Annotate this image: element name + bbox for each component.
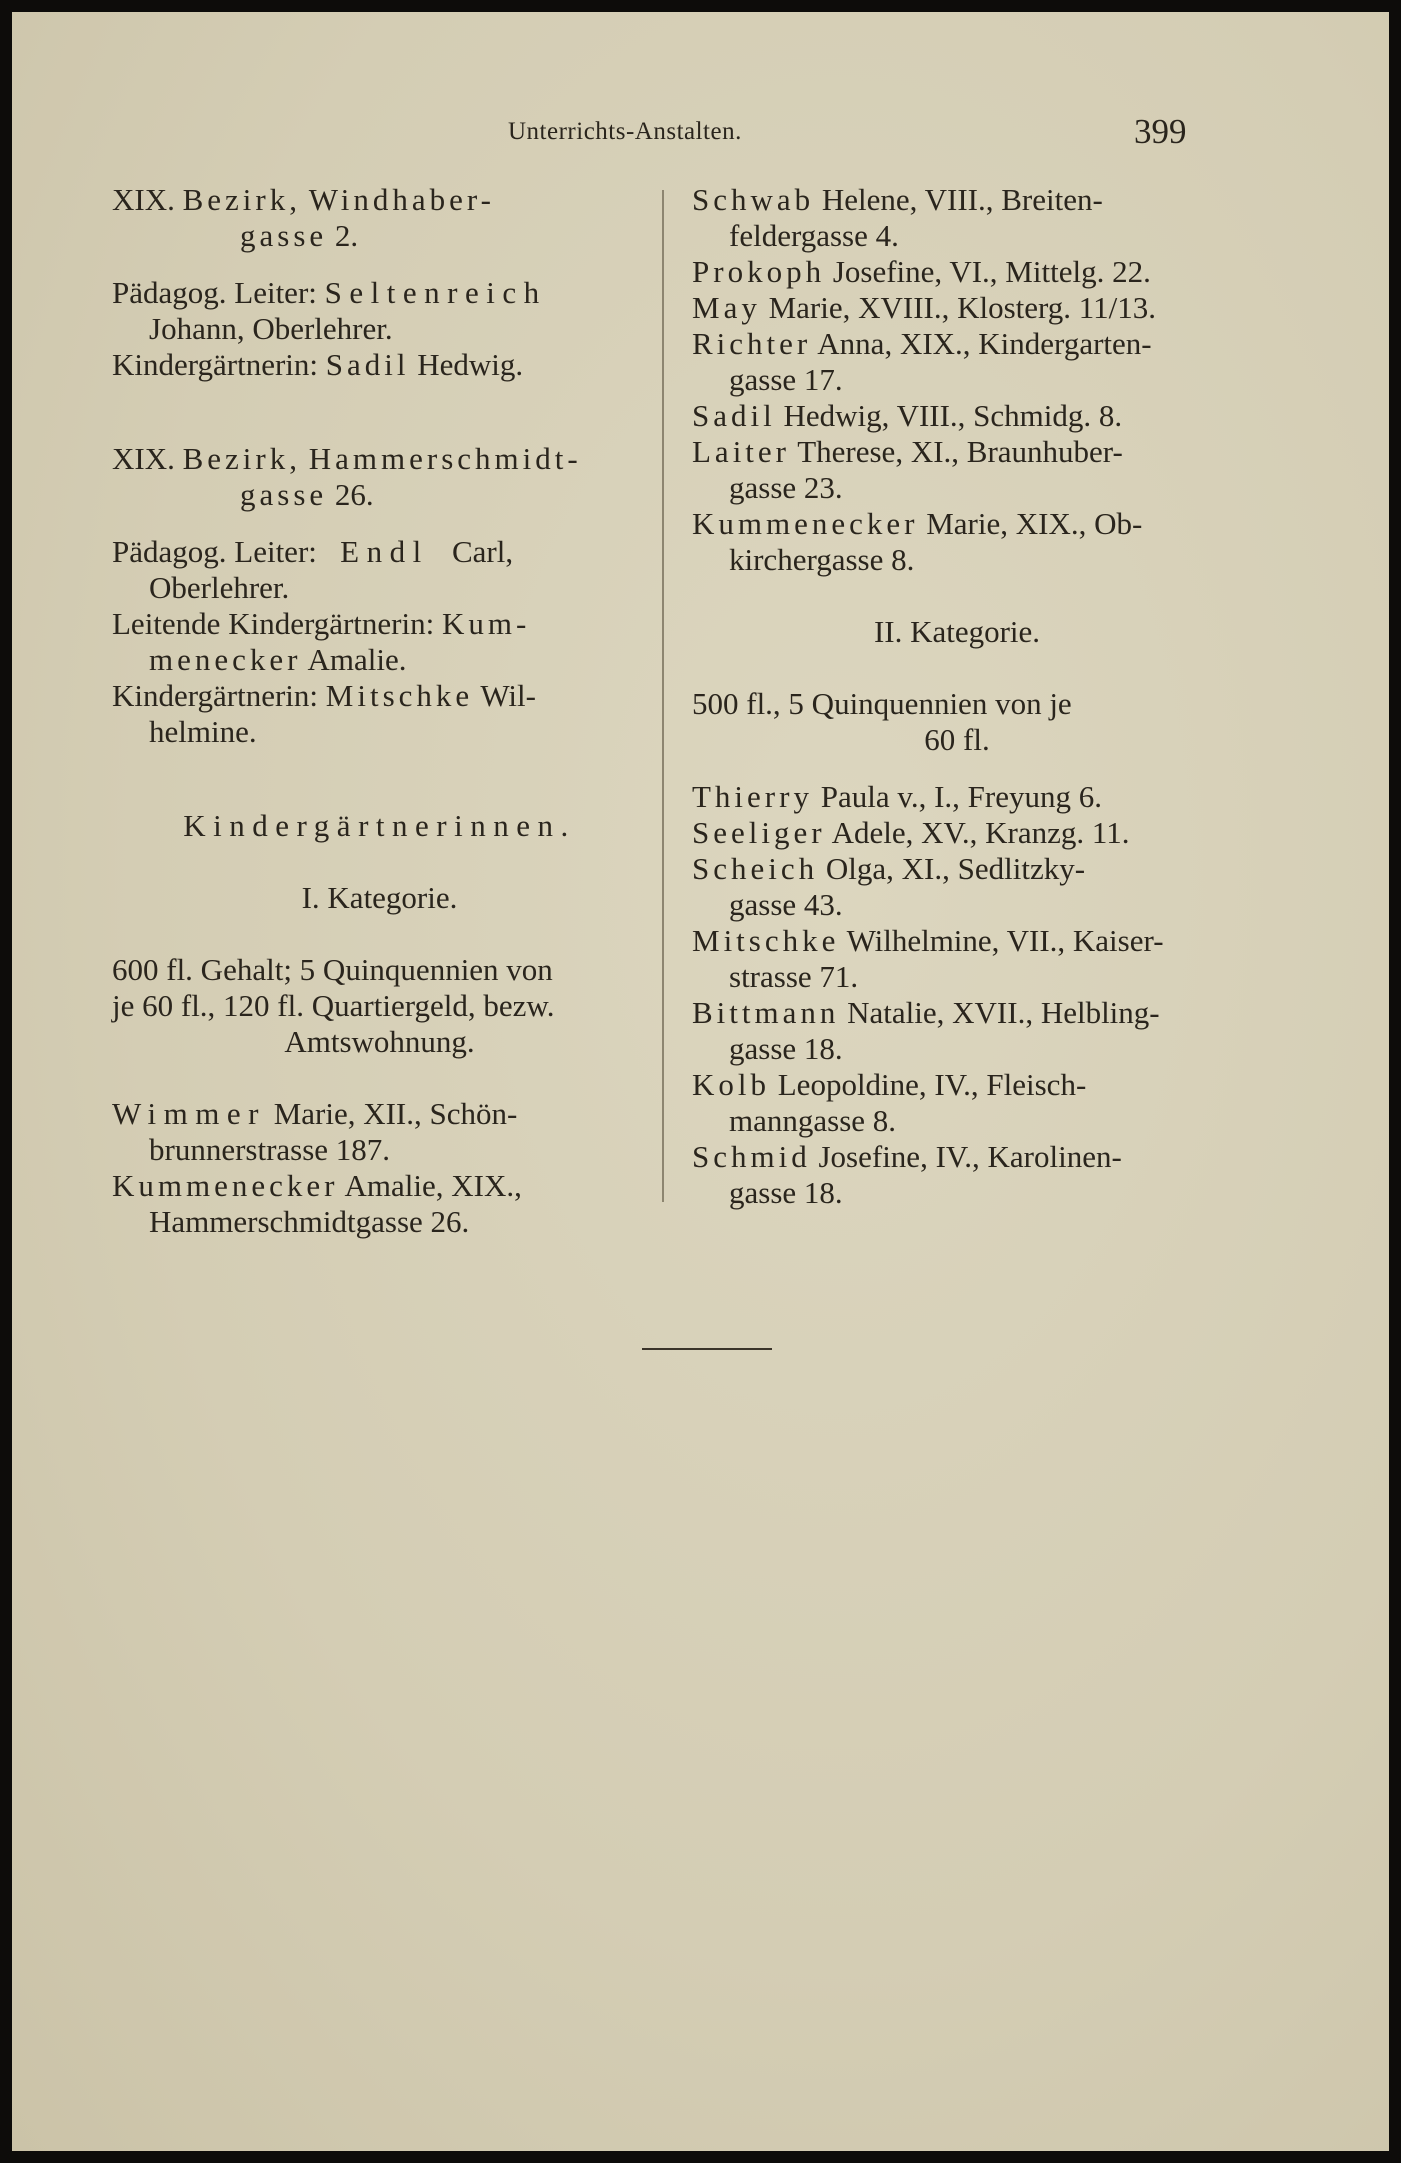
end-rule xyxy=(642,1348,772,1350)
block2-leader-d: Oberlehrer. xyxy=(149,570,290,605)
list-item xyxy=(692,254,1222,290)
entry-rest: Josefine, VI., Mittelg. 22. xyxy=(832,254,1151,289)
entry-rest: Natalie, XVII., Helbling- xyxy=(847,995,1160,1030)
block1-leader-c: Johann, Oberlehrer. xyxy=(149,311,393,346)
entry-name: Thierry xyxy=(692,779,813,814)
entry-cont: gasse 43. xyxy=(729,887,843,922)
entry-cont: brunnerstrasse 187. xyxy=(149,1132,391,1167)
section-title: Kindergärtnerinnen. xyxy=(183,808,576,843)
entry-name: Kummenecker xyxy=(692,506,919,541)
entry-cont: gasse 18. xyxy=(729,1175,843,1210)
list-item xyxy=(692,1067,1222,1139)
category-1-title: I. Kategorie. xyxy=(301,880,458,915)
block2-heading-a: XIX. xyxy=(112,441,175,476)
entry-rest: Amalie, XIX., xyxy=(344,1168,522,1203)
block2-head-teacher-b: Kum- xyxy=(441,606,531,641)
block2-head-teacher-d: Amalie. xyxy=(307,642,407,677)
entry-name: Prokoph xyxy=(692,254,826,289)
entry-name: Bittmann xyxy=(692,995,840,1030)
category-1-salary-line1: 600 fl. Gehalt; 5 Quinquennien von xyxy=(112,952,553,987)
block2-head-teacher-a: Leitende Kindergärtnerin: xyxy=(112,606,435,641)
entry-name: May xyxy=(692,290,761,325)
block2-heading-d: gasse xyxy=(240,477,328,512)
list-item xyxy=(692,815,1222,851)
entry-name: Laiter xyxy=(692,434,791,469)
entry-rest: Josefine, IV., Karolinen- xyxy=(818,1139,1122,1174)
entry-rest: Olga, XI., Sedlitzky- xyxy=(825,851,1086,886)
entry-cont: gasse 18. xyxy=(729,1031,843,1066)
block1-leader-a: Pädagog. Leiter: xyxy=(112,275,317,310)
list-item xyxy=(692,182,1222,254)
category-2-salary-line2: 60 fl. xyxy=(924,722,990,757)
block2-leader-b: Endl xyxy=(340,534,429,569)
block2-teacher-b: Mitschke xyxy=(325,678,474,713)
entry-name: Scheich xyxy=(692,851,819,886)
entry-name: Seeliger xyxy=(692,815,826,850)
list-item xyxy=(692,779,1222,815)
entry-name: Kummenecker xyxy=(112,1168,339,1203)
entry-name: Schmid xyxy=(692,1139,811,1174)
block2-teacher-a: Kindergärtnerin: xyxy=(112,678,319,713)
list-item xyxy=(692,398,1222,434)
running-title: Unterrichts-Anstalten. xyxy=(508,118,742,145)
entry-rest: Helene, VIII., Breiten- xyxy=(821,182,1103,217)
list-item xyxy=(692,506,1222,578)
list-item xyxy=(692,326,1222,398)
list-item xyxy=(112,1096,647,1168)
entry-cont: gasse 23. xyxy=(729,470,843,505)
list-item xyxy=(692,851,1222,923)
entry-name: Wimmer xyxy=(112,1096,266,1131)
block1-heading-b: Bezirk, xyxy=(182,182,301,217)
page-number: 399 xyxy=(1134,112,1187,151)
block2-teacher-c: Wil- xyxy=(480,678,536,713)
category-1-salary-line3: Amtswohnung. xyxy=(284,1024,475,1059)
entry-cont: manngasse 8. xyxy=(729,1103,897,1138)
entry-cont: gasse 17. xyxy=(729,362,843,397)
entry-cont: feldergasse 4. xyxy=(729,218,899,253)
block1-heading-d: gasse xyxy=(240,218,328,253)
list-item xyxy=(692,1139,1222,1211)
entry-name: Sadil xyxy=(692,398,776,433)
category-2-title: II. Kategorie. xyxy=(873,614,1041,649)
entry-name: Schwab xyxy=(692,182,815,217)
list-item xyxy=(692,923,1222,995)
block1-heading-c: Windhaber- xyxy=(308,182,495,217)
entry-name: Mitschke xyxy=(692,923,840,958)
block1-leader xyxy=(112,275,647,347)
entry-rest: Leopoldine, IV., Fleisch- xyxy=(777,1067,1087,1102)
block2-heading-b: Bezirk, xyxy=(182,441,301,476)
entry-rest: Paula v., I., Freyung 6. xyxy=(820,779,1102,814)
list-item xyxy=(112,1168,647,1240)
entry-rest: Hedwig, VIII., Schmidg. 8. xyxy=(783,398,1123,433)
school-windhabergasse xyxy=(112,182,647,254)
block2-head-teacher-c: menecker xyxy=(149,642,302,677)
block2-heading-e: 26. xyxy=(334,477,374,512)
block1-heading-e: 2. xyxy=(334,218,359,253)
entry-rest: Marie, XVIII., Klosterg. 11/13. xyxy=(768,290,1157,325)
entry-rest: Marie, XII., Schön- xyxy=(273,1096,518,1131)
block1-teacher xyxy=(112,347,647,383)
block2-leader-c: Carl, xyxy=(451,534,514,569)
column-divider xyxy=(662,190,664,1202)
category-2-salary-line1: 500 fl., 5 Quinquennien von je xyxy=(692,686,1072,721)
block2-head-teacher xyxy=(112,606,647,678)
entry-rest: Anna, XIX., Kindergarten- xyxy=(817,326,1152,361)
block2-leader xyxy=(112,534,647,606)
entry-rest: Marie, XIX., Ob- xyxy=(926,506,1143,541)
block1-heading-a: XIX. xyxy=(112,182,175,217)
category-1-salary-line2: je 60 fl., 120 fl. Quartiergeld, bezw. xyxy=(112,988,555,1023)
block2-teacher-d: helmine. xyxy=(149,714,257,749)
list-item xyxy=(692,995,1222,1067)
entry-cont: kirchergasse 8. xyxy=(729,542,915,577)
list-item xyxy=(692,290,1222,326)
entry-cont: strasse 71. xyxy=(729,959,859,994)
entry-name: Richter xyxy=(692,326,812,361)
right-column xyxy=(692,182,1222,1211)
block1-teacher-b: Sadil xyxy=(325,347,410,382)
block2-leader-a: Pädagog. Leiter: xyxy=(112,534,317,569)
entry-cont: Hammerschmidtgasse 26. xyxy=(149,1204,470,1239)
block1-teacher-c: Hedwig. xyxy=(417,347,524,382)
left-column xyxy=(112,182,647,1240)
entry-name: Kolb xyxy=(692,1067,770,1102)
entry-rest: Adele, XV., Kranzg. 11. xyxy=(831,815,1130,850)
entry-rest: Wilhelmine, VII., Kaiser- xyxy=(846,923,1164,958)
entry-rest: Therese, XI., Braunhuber- xyxy=(797,434,1123,469)
block2-heading-c: Hammerschmidt- xyxy=(308,441,582,476)
block2-teacher xyxy=(112,678,647,750)
block1-teacher-a: Kindergärtnerin: xyxy=(112,347,319,382)
list-item xyxy=(692,434,1222,506)
school-hammerschmidtgasse xyxy=(112,441,647,513)
block1-leader-b: Seltenreich xyxy=(324,275,547,310)
book-page xyxy=(12,12,1389,2151)
